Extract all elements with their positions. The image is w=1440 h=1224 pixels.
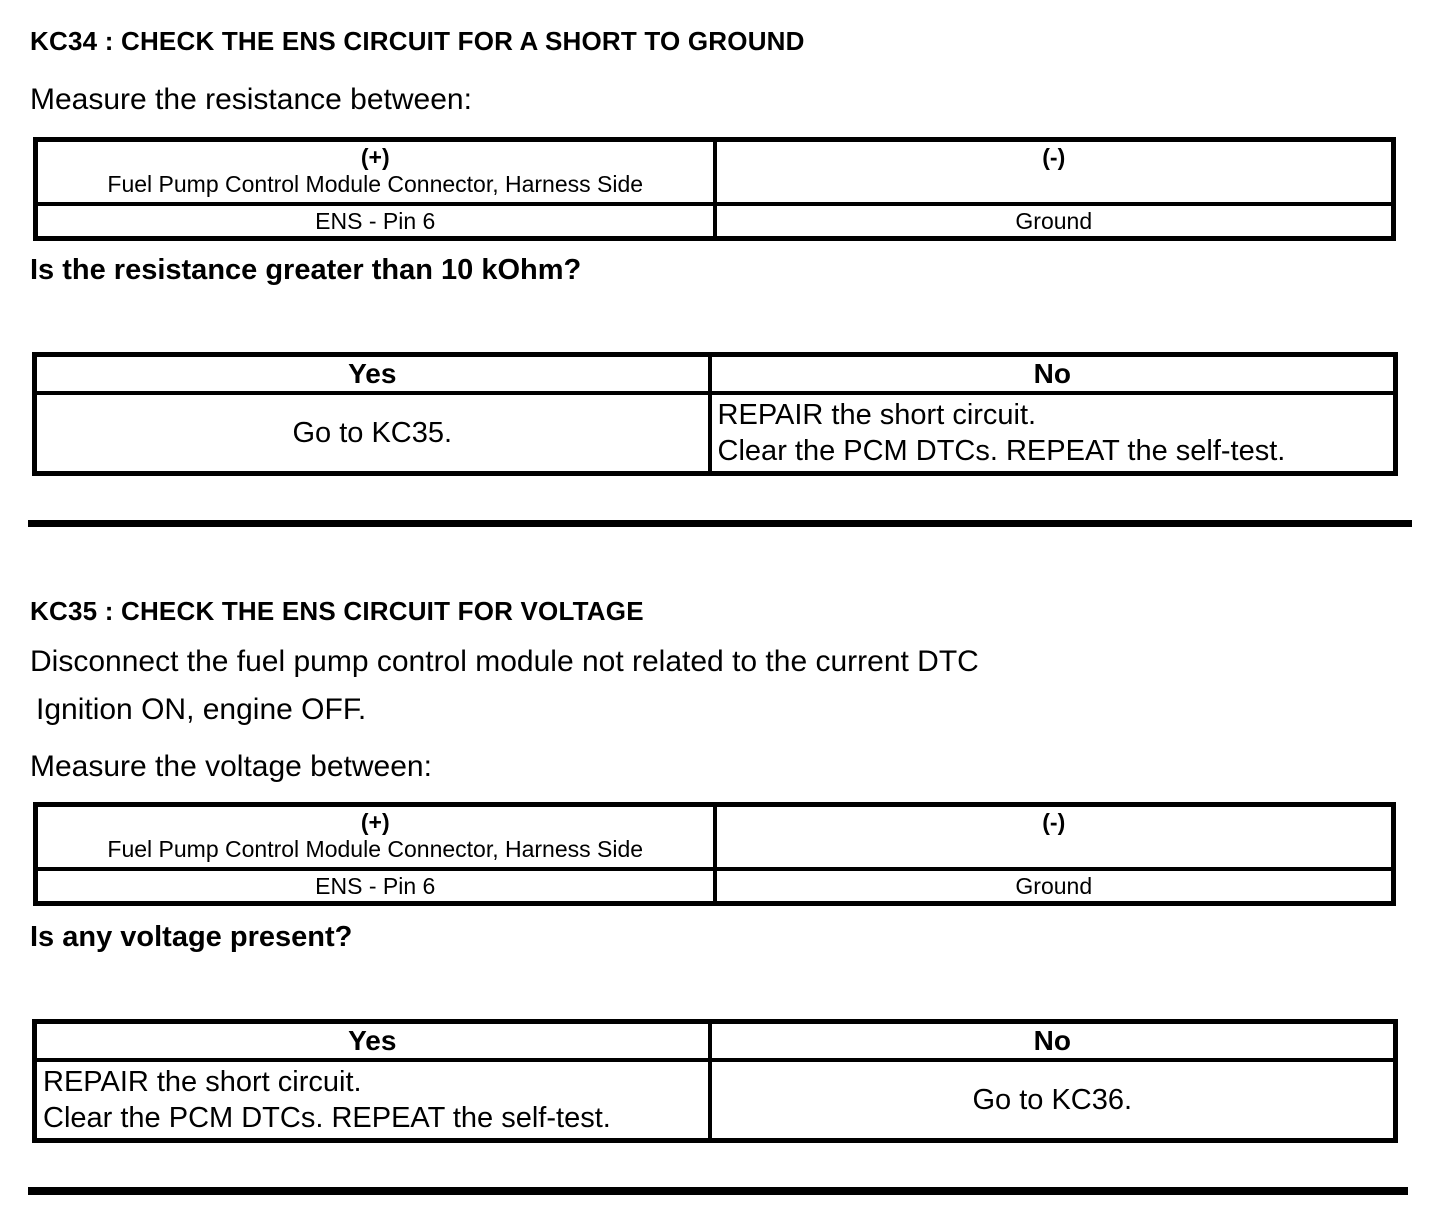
- minus-point-cell: Ground: [715, 869, 1394, 904]
- step-heading-kc35: KC35 : CHECK THE ENS CIRCUIT FOR VOLTAGE: [30, 596, 644, 626]
- table-row: [36, 204, 1394, 239]
- plus-header-cell: [36, 140, 715, 205]
- minus-header-cell: [715, 140, 1394, 205]
- page-bottom-rule: [28, 1187, 1408, 1195]
- table-row: [36, 805, 1394, 870]
- table-row: [35, 393, 1396, 474]
- measure-instruction-kc35: Measure the voltage between:: [30, 750, 432, 783]
- plus-point-cell: ENS - Pin 6: [36, 869, 715, 904]
- pre-step-disconnect: Disconnect the fuel pump control module not related to the current DTC: [30, 645, 979, 678]
- pre-step-ignition: Ignition ON, engine OFF.: [36, 693, 367, 726]
- plus-header-cell: [36, 805, 715, 870]
- no-action-cell: [710, 393, 1396, 474]
- no-action-cell: [710, 1060, 1396, 1141]
- yes-action-line: Clear the PCM DTCs. REPEAT the self-test.: [43, 1102, 611, 1134]
- yes-action-line: REPAIR the short circuit.: [43, 1066, 362, 1098]
- minus-point-cell: Ground: [715, 204, 1394, 239]
- no-action-line: Clear the PCM DTCs. REPEAT the self-test.: [717, 435, 1286, 467]
- measure-instruction-kc34: Measure the resistance between:: [30, 83, 472, 116]
- table-row: [35, 1022, 1396, 1061]
- no-header-cell: No: [710, 1022, 1396, 1061]
- yes-header-cell: Yes: [35, 1022, 710, 1061]
- plus-sign-label: (+): [360, 809, 390, 835]
- section-divider-rule: [28, 520, 1412, 527]
- table-row: [35, 355, 1396, 394]
- table-row: [35, 1060, 1396, 1141]
- table-row: [36, 869, 1394, 904]
- minus-sign-label: (-): [1042, 144, 1066, 170]
- plus-connector-label: Fuel Pump Control Module Connector, Harness Side: [107, 171, 644, 197]
- question-kc35: Is any voltage present?: [30, 921, 353, 953]
- plus-point-cell: ENS - Pin 6: [36, 204, 715, 239]
- no-action-line: REPAIR the short circuit.: [717, 399, 1037, 431]
- table-row: [36, 140, 1394, 205]
- yes-action-cell: [35, 1060, 710, 1141]
- no-action-line: Go to KC36.: [972, 1084, 1133, 1116]
- yes-action-line: Go to KC35.: [292, 417, 453, 449]
- measurement-table-kc34: [33, 137, 1396, 241]
- question-kc34: Is the resistance greater than 10 kOhm?: [30, 254, 582, 286]
- plus-connector-label: Fuel Pump Control Module Connector, Harness Side: [107, 836, 644, 862]
- decision-table-kc34: [32, 352, 1398, 476]
- minus-sign-label: (-): [1042, 809, 1066, 835]
- yes-header-cell: Yes: [35, 355, 710, 394]
- no-header-cell: No: [710, 355, 1396, 394]
- plus-sign-label: (+): [360, 144, 390, 170]
- decision-table-kc35: [32, 1019, 1398, 1143]
- step-heading-kc34: KC34 : CHECK THE ENS CIRCUIT FOR A SHORT TO GROUND: [30, 26, 805, 56]
- measurement-table-kc35: [33, 802, 1396, 906]
- minus-header-cell: [715, 805, 1394, 870]
- yes-action-cell: [35, 393, 710, 474]
